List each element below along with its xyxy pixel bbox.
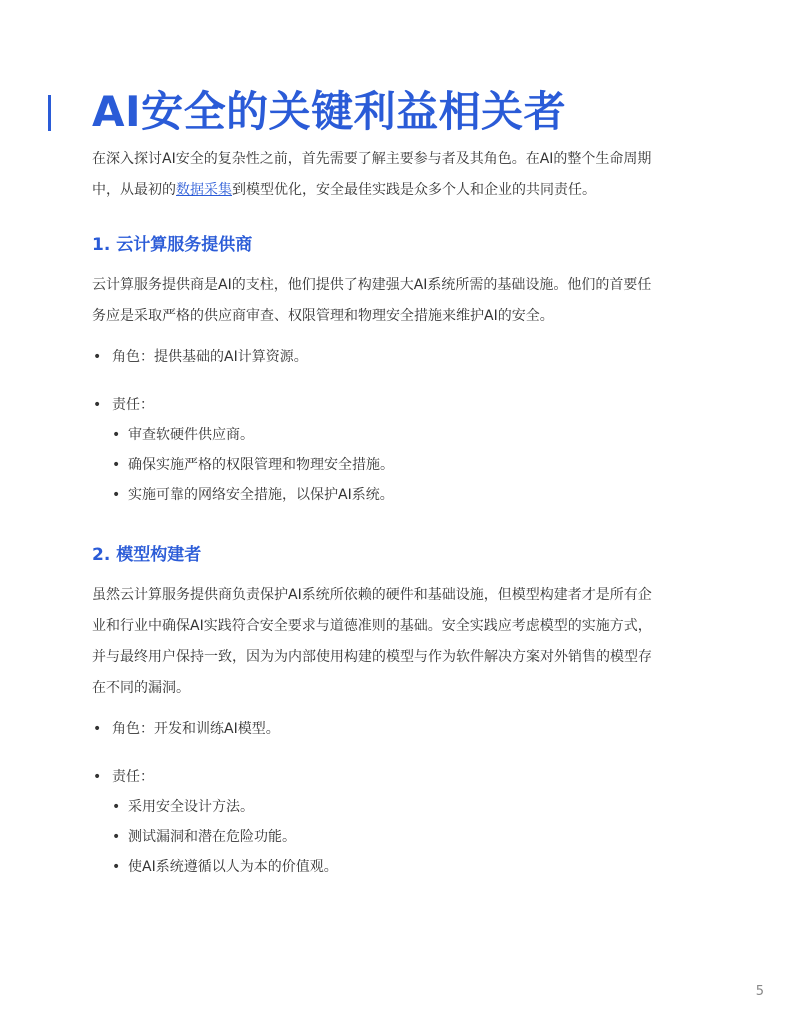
sub-list-item: • 使AI系统遵循以人为本的价值观。 — [92, 852, 664, 882]
section-heading-cloud-providers: 1. 云计算服务提供商 — [92, 235, 253, 255]
section-heading-model-builders: 2. 模型构建者 — [92, 545, 202, 565]
sub-list-item: • 确保实施严格的权限管理和物理安全措施。 — [92, 450, 664, 480]
list-item-role: • 角色：开发和训练AI模型。 — [92, 714, 664, 744]
responsibilities-label: 责任： — [112, 397, 154, 413]
page-title: AI安全的关键利益相关者 — [92, 87, 567, 136]
section-paragraph-model-builders: 虽然云计算服务提供商负责保护AI系统所依赖的硬件和基础设施，但模型构建者才是所有企业和行业中确保AI实践符合安全要求与道德准则的基础。安全实践应考虑模型的实施方式，并与最终用户保持一致，因为为内部使用构建的模型与作为软件解决方案对外销售的模型存在不同的漏洞。 — [92, 587, 652, 696]
data-collection-link[interactable]: 数据采集 — [176, 182, 232, 198]
intro-paragraph — [92, 144, 664, 206]
list-item-role: • 角色：提供基础的AI计算资源。 — [92, 342, 664, 372]
responsibilities-sublist — [92, 420, 664, 510]
sub-list-item: • 审查软硬件供应商。 — [92, 420, 664, 450]
list-item-responsibilities — [92, 762, 664, 882]
page-number: 5 — [755, 984, 764, 999]
responsibilities-label: 责任： — [112, 769, 154, 785]
responsibilities-sublist — [92, 792, 664, 882]
cloud-providers-list — [92, 342, 664, 510]
intro-text-after: 到模型优化，安全最佳实践是众多个人和企业的共同责任。 — [232, 182, 596, 198]
intro-text-before: 在深入探讨AI安全的复杂性之前，首先需要了解主要参与者及其角色。在AI的整个生命周期中，从最初的 — [92, 151, 652, 198]
model-builders-list — [92, 714, 664, 882]
sub-list-item: • 实施可靠的网络安全措施，以保护AI系统。 — [92, 480, 664, 510]
section-paragraph-cloud-providers: 云计算服务提供商是AI的支柱，他们提供了构建强大AI系统所需的基础设施。他们的首要任务应是采取严格的供应商审查、权限管理和物理安全措施来维护AI的安全。 — [92, 277, 652, 324]
title-accent-bar — [48, 95, 51, 131]
document-body — [92, 144, 664, 882]
list-item-responsibilities — [92, 390, 664, 510]
sub-list-item: • 采用安全设计方法。 — [92, 792, 664, 822]
sub-list-item: • 测试漏洞和潜在危险功能。 — [92, 822, 664, 852]
